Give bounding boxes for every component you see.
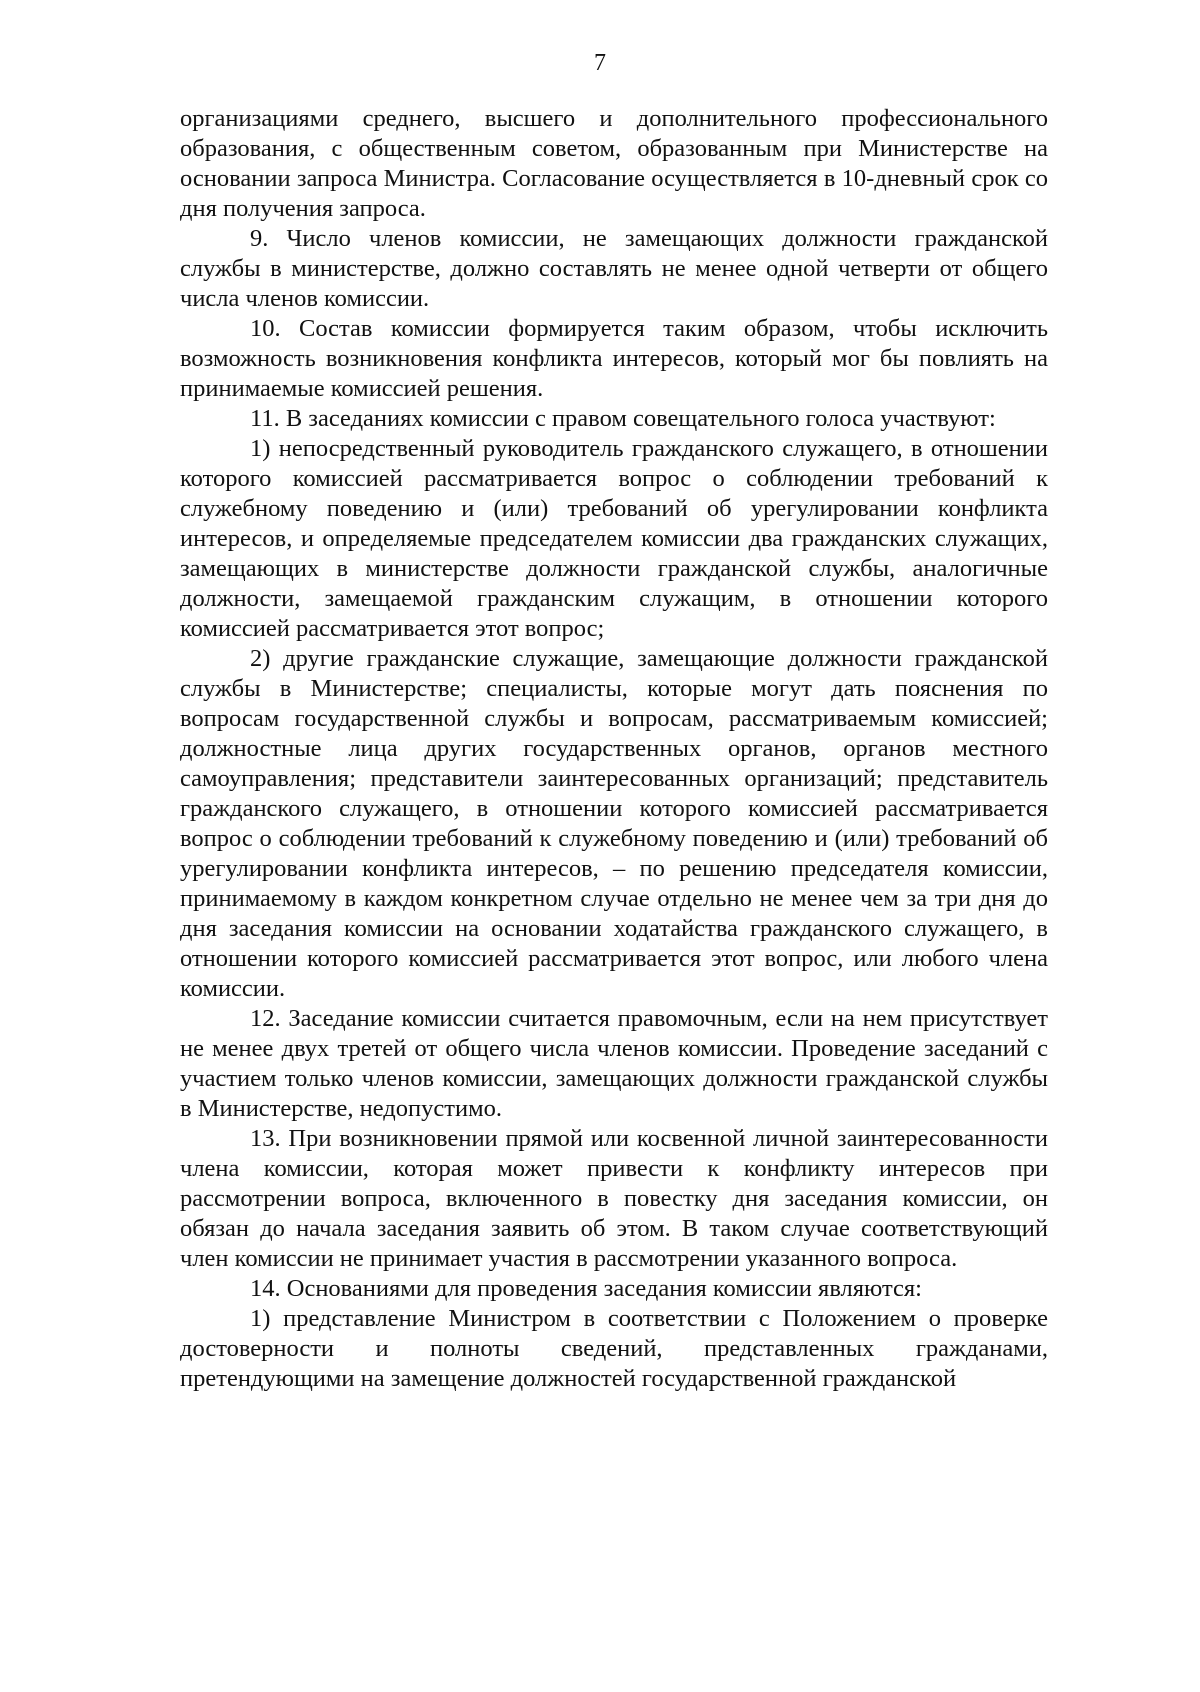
paragraph-11-item-1: 1) непосредственный руководитель гражданского служащего, в отношении которого комиссией рассматривается вопрос о соблюдении требований к служебному поведению и (или) требований об урегулировании конфликта интересов, и определяемые председателем комиссии два гражданских служащих, замещающих в министерстве должности гражданской службы, аналогичные должности, замещаемой гражданским служащим, в отношении которого комиссией рассматривается этот вопрос; [180, 435, 1048, 642]
document-body [180, 104, 1048, 1394]
paragraph-11: 11. В заседаниях комиссии с правом совещательного голоса участвуют: [250, 405, 996, 432]
paragraph-continuation: организациями среднего, высшего и дополнительного профессионального образования, с общественным советом, образованным при Министерстве на основании запроса Министра. Согласование осуществляется в 10-дневный срок со дня получения запроса. [180, 105, 1048, 222]
paragraph-13: 13. При возникновении прямой или косвенной личной заинтересованности члена комиссии, которая может привести к конфликту интересов при рассмотрении вопроса, включенного в повестку дня заседания комиссии, он обязан до начала заседания заявить об этом. В таком случае соответствующий член комиссии не принимает участия в рассмотрении указанного вопроса. [180, 1125, 1048, 1272]
paragraph-10: 10. Состав комиссии формируется таким образом, чтобы исключить возможность возникновения конфликта интересов, который мог бы повлиять на принимаемые комиссией решения. [180, 315, 1048, 402]
paragraph-9: 9. Число членов комиссии, не замещающих должности гражданской службы в министерстве, должно составлять не менее одной четверти от общего числа членов комиссии. [180, 225, 1048, 312]
paragraph-12: 12. Заседание комиссии считается правомочным, если на нем присутствует не менее двух третей от общего числа членов комиссии. Проведение заседаний с участием только членов комиссии, замещающих должности гражданской службы в Министерстве, недопустимо. [180, 1005, 1048, 1122]
paragraph-11-item-2: 2) другие гражданские служащие, замещающие должности гражданской службы в Министерстве; специалисты, которые могут дать пояснения по вопросам государственной службы и вопросам, рассматриваемым комиссией; должностные лица других государственных органов, органов местного самоуправления; представители заинтересованных организаций; представитель гражданского служащего, в отношении которого комиссией рассматривается вопрос о соблюдении требований к служебному поведению и (или) требований об урегулировании конфликта интересов, – по решению председателя комиссии, принимаемому в каждом конкретном случае отдельно не менее чем за три дня до дня заседания комиссии на основании ходатайства гражданского служащего, в отношении которого комиссией рассматривается этот вопрос, или любого члена комиссии. [180, 645, 1048, 1002]
paragraph-14: 14. Основаниями для проведения заседания комиссии являются: [250, 1275, 922, 1302]
paragraph-14-item-1: 1) представление Министром в соответствии с Положением о проверке достоверности и полноты сведений, представленных гражданами, претендующими на замещение должностей государственной гражданской [180, 1305, 1048, 1392]
page-number: 7 [594, 50, 606, 76]
